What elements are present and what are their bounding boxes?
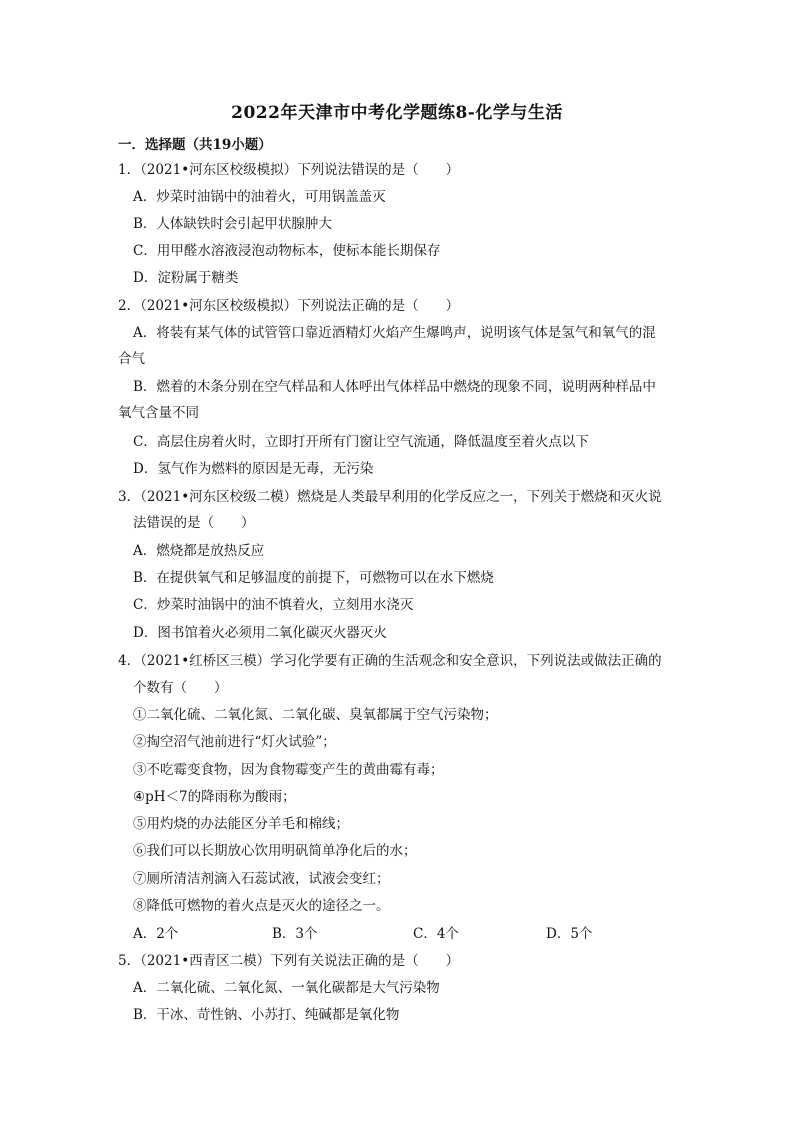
section-heading: 一．选择题（共19小题）: [118, 137, 272, 153]
question-3-option-d: D．图书馆着火必须用二氧化碳灭火器灭火: [133, 625, 387, 641]
question-1-option-b: B．人体缺铁时会引起甲状腺肿大: [133, 216, 332, 232]
question-2-option-d: D．氢气作为燃料的原因是无毒，无污染: [133, 461, 374, 477]
question-2-option-b: B．燃着的木条分别在空气样品和人体呼出气体样品中燃烧的现象不同，说明两种样品中: [133, 379, 656, 395]
question-4-stem: 4．（2021•红桥区三模）学习化学要有正确的生活观念和安全意识，下列说法或做法正确的: [118, 653, 662, 669]
question-3-option-c: C．炒菜时油锅中的油不慎着火，立刻用水浇灭: [133, 597, 414, 613]
question-1-stem: 1．（2021•河东区校级模拟）下列说法错误的是（ ）: [118, 162, 460, 178]
question-4-item: ⑦厕所清洁剂滴入石蕊试液，试液会变红；: [133, 871, 390, 887]
question-4-option-b: B．3个: [272, 926, 318, 942]
question-3-stem: 3．（2021•河东区校级二模）燃烧是人类最早利用的化学反应之一，下列关于燃烧和灭火说: [118, 489, 662, 505]
question-3-option-a: A．燃烧都是放热反应: [133, 543, 265, 559]
question-2-option-b-cont: 氧气含量不同: [118, 405, 199, 421]
question-5-option-b: B．干冰、苛性钠、小苏打、纯碱都是氧化物: [133, 1007, 400, 1023]
question-4-item: ①二氧化硫、二氧化氮、二氧化碳、臭氧都属于空气污染物；: [133, 707, 498, 723]
question-3-stem-cont: 法错误的是（ ）: [133, 515, 255, 531]
question-4-item: ⑥我们可以长期放心饮用明矾简单净化后的水；: [133, 843, 417, 859]
question-4-item: ⑧降低可燃物的着火点是灭火的途径之一。: [133, 898, 390, 914]
question-3-option-b: B．在提供氧气和足够温度的前提下，可燃物可以在水下燃烧: [133, 570, 494, 586]
question-5-option-a: A．二氧化硫、二氧化氮、一氧化碳都是大气污染物: [133, 980, 440, 996]
question-4-item: ⑤用灼烧的办法能区分羊毛和棉线；: [133, 816, 349, 832]
question-2-option-a: A．将装有某气体的试管管口靠近酒精灯火焰产生爆鸣声，说明该气体是氢气和氧气的混: [133, 325, 656, 341]
question-2-stem: 2．（2021•河东区校级模拟）下列说法正确的是（ ）: [118, 298, 460, 314]
question-1-option-a: A．炒菜时油锅中的油着火，可用锅盖盖灭: [133, 189, 386, 205]
question-5-stem: 5．（2021•西青区二模）下列有关说法正确的是（ ）: [118, 953, 460, 969]
page-title: 2022年天津市中考化学题练8-化学与生活: [231, 103, 563, 123]
question-2-option-a-cont: 合气: [118, 351, 145, 367]
question-4-option-d: D．5个: [546, 926, 593, 942]
question-4-item: ④pH＜7的降雨称为酸雨；: [133, 789, 296, 805]
question-2-option-c: C．高层住房着火时，立即打开所有门窗让空气流通，降低温度至着火点以下: [133, 434, 589, 450]
question-1-option-d: D．淀粉属于糖类: [133, 270, 239, 286]
question-4-item: ③不吃霉变食物，因为食物霉变产生的黄曲霉有毒；: [133, 762, 444, 778]
question-4-item: ②掏空沼气池前进行“灯火试验”；: [133, 734, 336, 750]
question-4-option-a: A．2个: [133, 926, 179, 942]
question-4-stem-cont: 个数有（ ）: [133, 680, 228, 696]
question-4-option-c: C．4个: [413, 926, 459, 942]
question-1-option-c: C．用甲醛水溶液浸泡动物标本，使标本能长期保存: [133, 243, 441, 259]
